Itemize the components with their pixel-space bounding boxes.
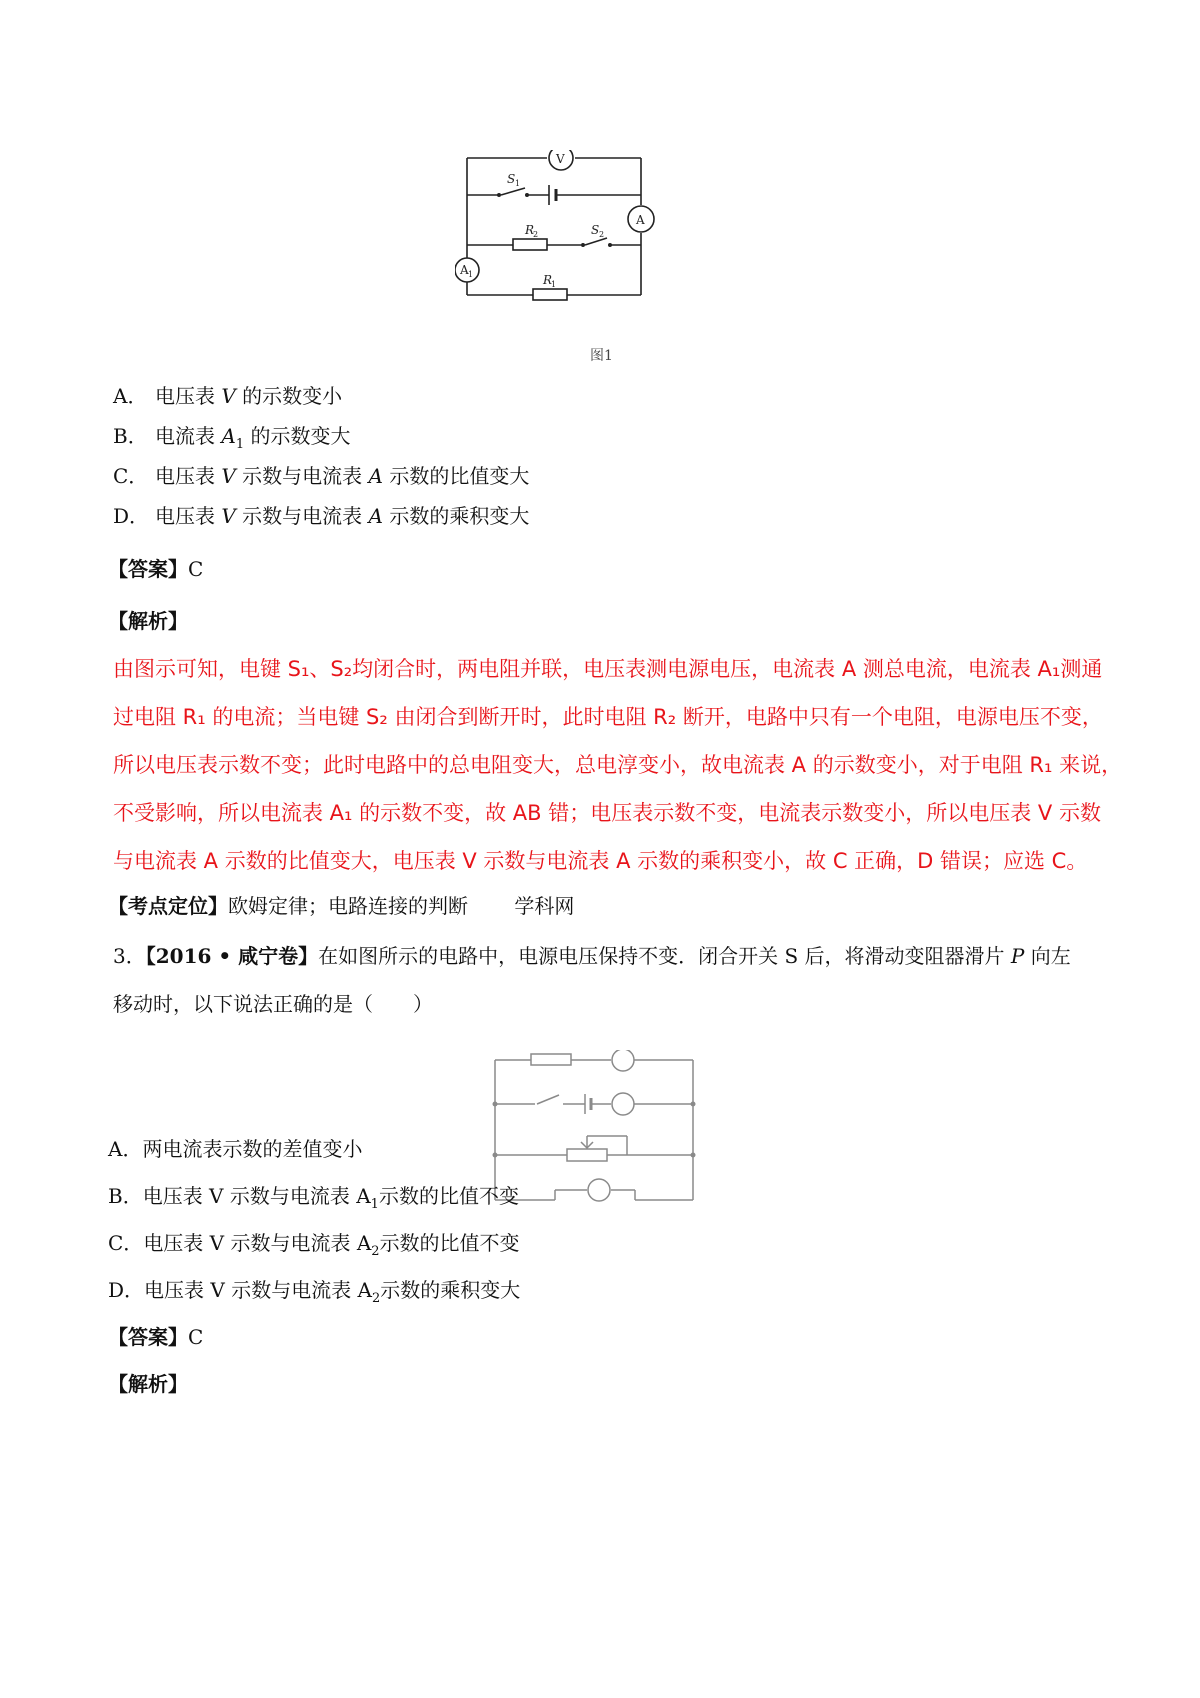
q2-option-b: B． 电流表 $A_1$ 的示数变大	[113, 424, 351, 452]
q3-stem-line-1: 3．【2016 • 咸宁卷】在如图所示的电路中，电源电压保持不变．闭合开关 S 后，将滑动变阻器滑片 P 向左	[113, 944, 1071, 968]
q3-stem-line-2: 移动时，以下说法正确的是（ ）	[113, 992, 433, 1016]
resistor-label-r1: R	[543, 273, 553, 287]
q2-analysis-line-1: 由图示可知，电键 S₁、S₂均闭合时，两电阻并联，电压表测电源电压，电流表 A 测总电流，电流表 A₁测通	[113, 657, 1103, 681]
q2-option-d: D． 电压表 V 示数与电流表 A 示数的乘积变大	[113, 504, 530, 528]
switch-label-s1: S	[507, 172, 516, 186]
svg-text:1: 1	[468, 270, 474, 279]
q2-analysis-tag: 【解析】	[108, 609, 188, 633]
svg-text:1: 1	[515, 179, 521, 188]
q2-option-a: A． 电压表 V 的示数变小	[113, 384, 343, 408]
q2-analysis-line-2: 过电阻 R₁ 的电流；当电键 S₂ 由闭合到断开时，此时电阻 R₂ 断开，电路中只有一个电阻，电源电压不变，	[113, 705, 1103, 729]
q2-analysis-line-5: 与电流表 A 示数的比值变大，电压表 V 示数与电流表 A 示数的乘积变小，故 C 正确，D 错误；应选 C。	[113, 849, 1088, 873]
q2-analysis-line-3: 所以电压表示数不变；此时电路中的总电阻变大，总电淳变小，故电流表 A 的示数变小，对于电阻 R₁ 来说，	[113, 753, 1123, 777]
ammeter-label-a: A	[636, 213, 645, 227]
q3-analysis-tag: 【解析】	[108, 1372, 188, 1396]
switch-label-s2: S	[591, 223, 600, 237]
q3-option-d: D．电压表 V 示数与电流表 $A_2$示数的乘积变大	[108, 1278, 521, 1306]
resistor-label-r2: R	[525, 223, 535, 237]
q2-option-c: C． 电压表 V 示数与电流表 A 示数的比值变大	[113, 464, 530, 488]
voltmeter-label-v: V	[556, 152, 565, 166]
watermark-text: 学科网	[514, 894, 575, 918]
svg-text:2: 2	[599, 230, 605, 239]
q3-option-c: C．电压表 V 示数与电流表 $A_2$示数的比值不变	[108, 1231, 520, 1259]
svg-text:1: 1	[551, 280, 557, 289]
q3-option-a: A．两电流表示数的差值变小	[108, 1137, 363, 1161]
q2-kaodian: 【考点定位】欧姆定律；电路连接的判断 学科网	[108, 894, 575, 918]
figure-1-caption: 图1	[590, 348, 613, 364]
q3-option-b: B．电压表 V 示数与电流表 $A_1$示数的比值不变	[108, 1184, 519, 1212]
q2-analysis-line-4: 不受影响，所以电流表 A₁ 的示数不变，故 AB 错；电压表示数不变，电流表示数变小，所以电压表 V 示数	[113, 801, 1101, 825]
ammeter-label-a1: A	[460, 263, 469, 277]
q2-answer: 【答案】C	[108, 557, 204, 581]
q3-answer: 【答案】C	[108, 1325, 204, 1349]
circuit-diagram-figure-1	[455, 150, 695, 310]
svg-text:2: 2	[533, 230, 539, 239]
